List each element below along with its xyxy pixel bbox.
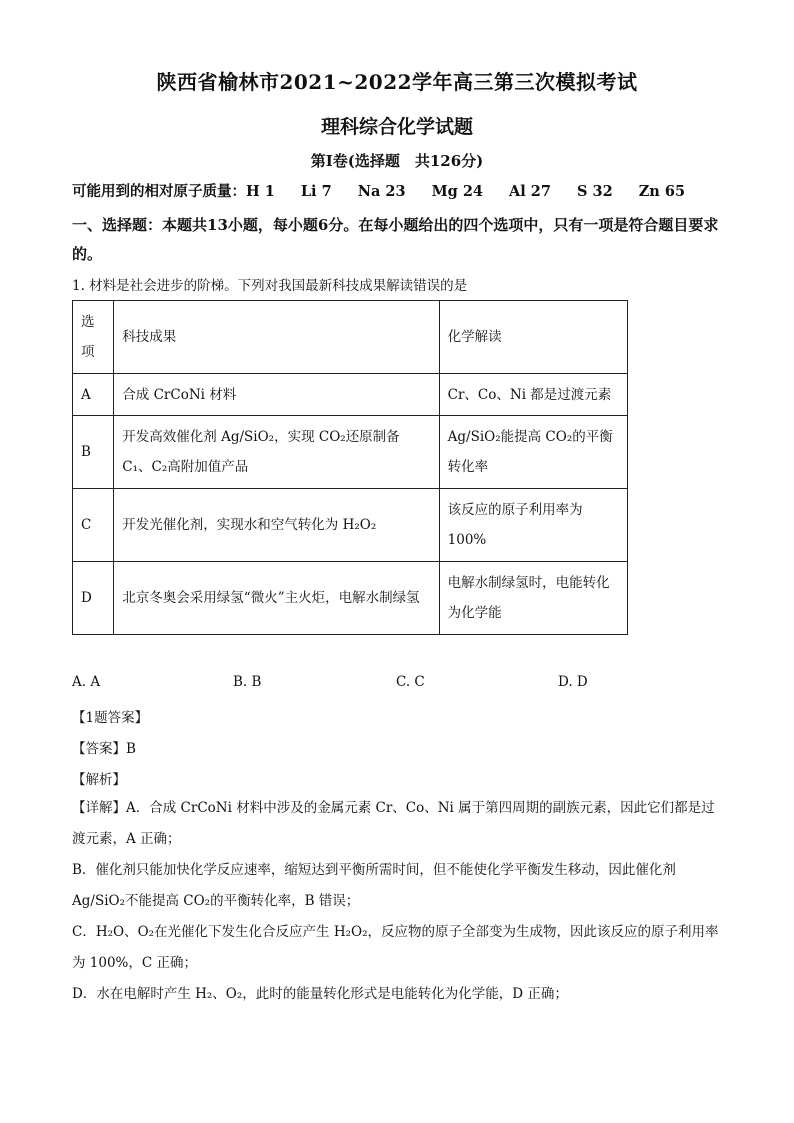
table-cell-option: D — [73, 562, 114, 635]
atomic-mass-item: Al 27 — [509, 183, 551, 200]
analysis-detail-c: C．H₂O、O₂在光催化下发生化合反应产生 H₂O₂，反应物的原子全部变为生成物，因此该反应的原子利用率为 100%，C 正确； — [72, 924, 719, 971]
exam-subtitle: 理科综合化学试题 — [320, 116, 473, 138]
table-row — [73, 374, 628, 416]
table-row — [73, 489, 628, 562]
question-stem: 1. 材料是社会进步的阶梯。下列对我国最新科技成果解读错误的是 — [72, 278, 468, 294]
atomic-mass-item: S 32 — [577, 183, 613, 200]
analysis-tag: 【解析】 — [72, 772, 126, 788]
answer-line: 【答案】B — [72, 741, 136, 757]
exam-title: 陕西省榆林市2021~2022学年高三第三次模拟考试 — [156, 70, 638, 94]
option-a: A. A — [72, 674, 101, 690]
atomic-mass-item: Li 7 — [300, 183, 332, 200]
analysis-detail-b: B．催化剂只能加快化学反应速率，缩短达到平衡所需时间，但不能使化学平衡发生移动，因此催化剂 Ag/SiO₂不能提高 CO₂的平衡转化率，B 错误； — [72, 862, 676, 909]
analysis-detail-a: 【详解】A．合成 CrCoNi 材料中涉及的金属元素 Cr、Co、Ni 属于第四周期的副族元素，因此它们都是过渡元素，A 正确； — [72, 800, 715, 847]
table-header-cell: 科技成果 — [114, 301, 439, 374]
analysis-detail-d: D．水在电解时产生 H₂、O₂，此时的能量转化形式是电能转化为化学能，D 正确； — [72, 986, 568, 1002]
table-header-cell: 选项 — [73, 301, 114, 374]
table-cell-achievement: 北京冬奥会采用绿氢“微火”主火炬，电解水制绿氢 — [114, 562, 439, 635]
section-instructions: 一、选择题：本题共13小题，每小题6分。在每小题给出的四个选项中，只有一项是符合题目要求的。 — [72, 216, 719, 263]
table-cell-interpretation: Cr、Co、Ni 都是过渡元素 — [439, 374, 627, 416]
table-cell-achievement: 开发高效催化剂 Ag/SiO₂，实现 CO₂还原制备 C₁、C₂高附加值产品 — [114, 416, 439, 489]
atomic-masses-line — [72, 180, 711, 201]
volume-heading: 第Ⅰ卷(选择题 共126分) — [310, 152, 484, 170]
option-b: B. B — [233, 674, 262, 690]
table-cell-option: C — [73, 489, 114, 562]
atomic-mass-item: H 1 — [246, 183, 275, 200]
table-cell-achievement: 合成 CrCoNi 材料 — [114, 374, 439, 416]
table-cell-interpretation: 电解水制绿氢时，电能转化为化学能 — [439, 562, 627, 635]
table-row — [73, 416, 628, 489]
atomic-mass-item: Zn 65 — [638, 183, 686, 200]
option-d: D. D — [558, 674, 588, 690]
table-header-row — [73, 301, 628, 374]
atomic-mass-item: Mg 24 — [431, 183, 483, 200]
atomic-masses-label: 可能用到的相对原子质量： — [72, 183, 246, 200]
table-cell-interpretation: 该反应的原子利用率为 100% — [439, 489, 627, 562]
table-cell-achievement: 开发光催化剂，实现水和空气转化为 H₂O₂ — [114, 489, 439, 562]
answer-tag: 【1题答案】 — [72, 710, 149, 726]
table-row — [73, 562, 628, 635]
table-cell-option: B — [73, 416, 114, 489]
atomic-mass-item: Na 23 — [357, 183, 406, 200]
question-table — [72, 300, 628, 635]
table-header-cell: 化学解读 — [439, 301, 627, 374]
option-c: C. C — [396, 674, 425, 690]
table-cell-option: A — [73, 374, 114, 416]
table-cell-interpretation: Ag/SiO₂能提高 CO₂的平衡转化率 — [439, 416, 627, 489]
